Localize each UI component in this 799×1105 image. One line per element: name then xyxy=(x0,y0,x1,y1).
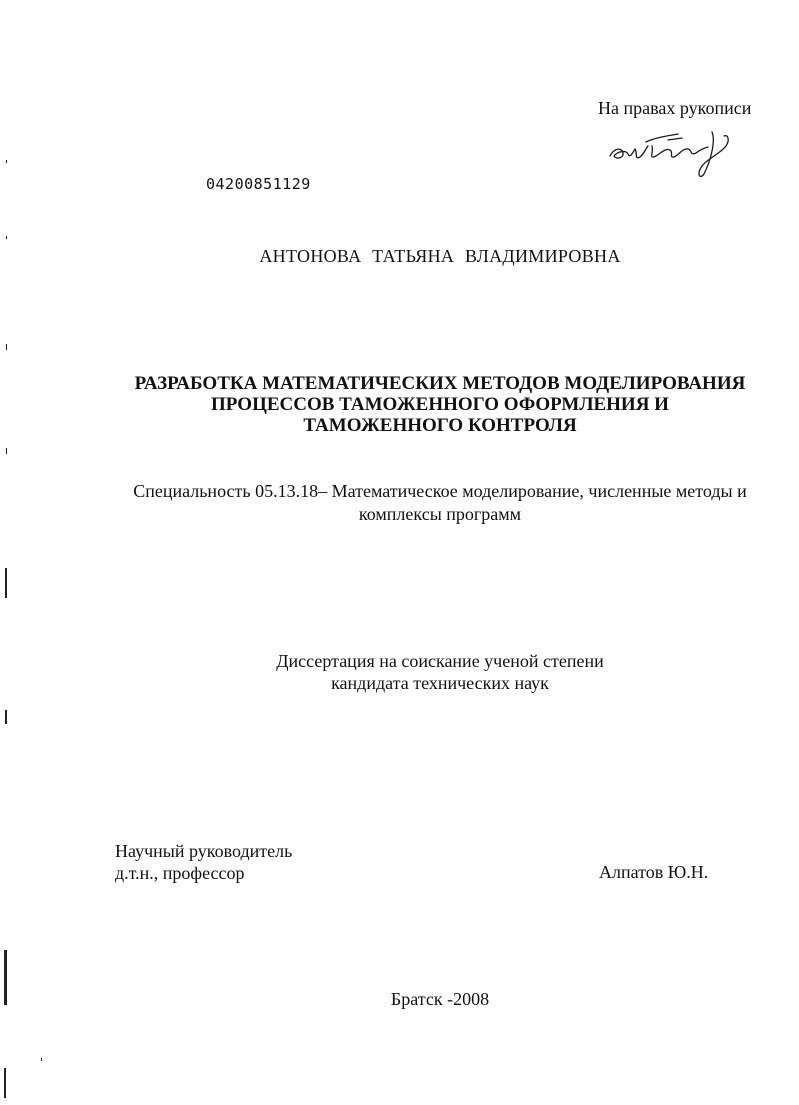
signature xyxy=(608,118,738,180)
scan-artifact xyxy=(6,160,7,163)
degree-line: кандидата технических наук xyxy=(331,673,549,693)
supervisor-role: Научный руководитель xyxy=(115,841,293,861)
rights-note: На правах рукописи xyxy=(598,98,752,118)
supervisor-degree: д.т.н., профессор xyxy=(115,863,245,883)
title-line: ТАМОЖЕННОГО КОНТРОЛЯ xyxy=(303,415,577,436)
specialty-line: комплексы программ xyxy=(358,504,522,524)
title-line: ПРОЦЕССОВ ТАМОЖЕННОГО ОФОРМЛЕНИЯ И xyxy=(211,394,669,415)
scan-artifact xyxy=(5,568,7,598)
city-year: Братск -2008 xyxy=(390,989,490,1009)
scan-artifact xyxy=(6,236,7,239)
scan-artifact xyxy=(5,710,7,724)
supervisor-name: Алпатов Ю.Н. xyxy=(599,862,709,882)
dissertation-title xyxy=(0,373,799,436)
specialty-line: Специальность 05.13.18– Математическое моделирование, численные методы и xyxy=(133,481,747,501)
scan-artifact xyxy=(6,344,7,350)
scan-artifact xyxy=(4,1068,6,1098)
supervisor-block xyxy=(115,840,292,884)
degree-line: Диссертация на соискание ученой степени xyxy=(276,651,604,671)
scan-artifact xyxy=(6,448,7,454)
scan-artifact xyxy=(41,1058,42,1061)
document-code: 04200851129 xyxy=(206,175,311,193)
degree-statement xyxy=(0,650,799,694)
author-name: АНТОНОВА ТАТЬЯНА ВЛАДИМИРОВНА xyxy=(259,246,621,266)
specialty xyxy=(0,480,799,526)
title-line: РАЗРАБОТКА МАТЕМАТИЧЕСКИХ МЕТОДОВ МОДЕЛИРОВАНИЯ xyxy=(134,373,746,394)
